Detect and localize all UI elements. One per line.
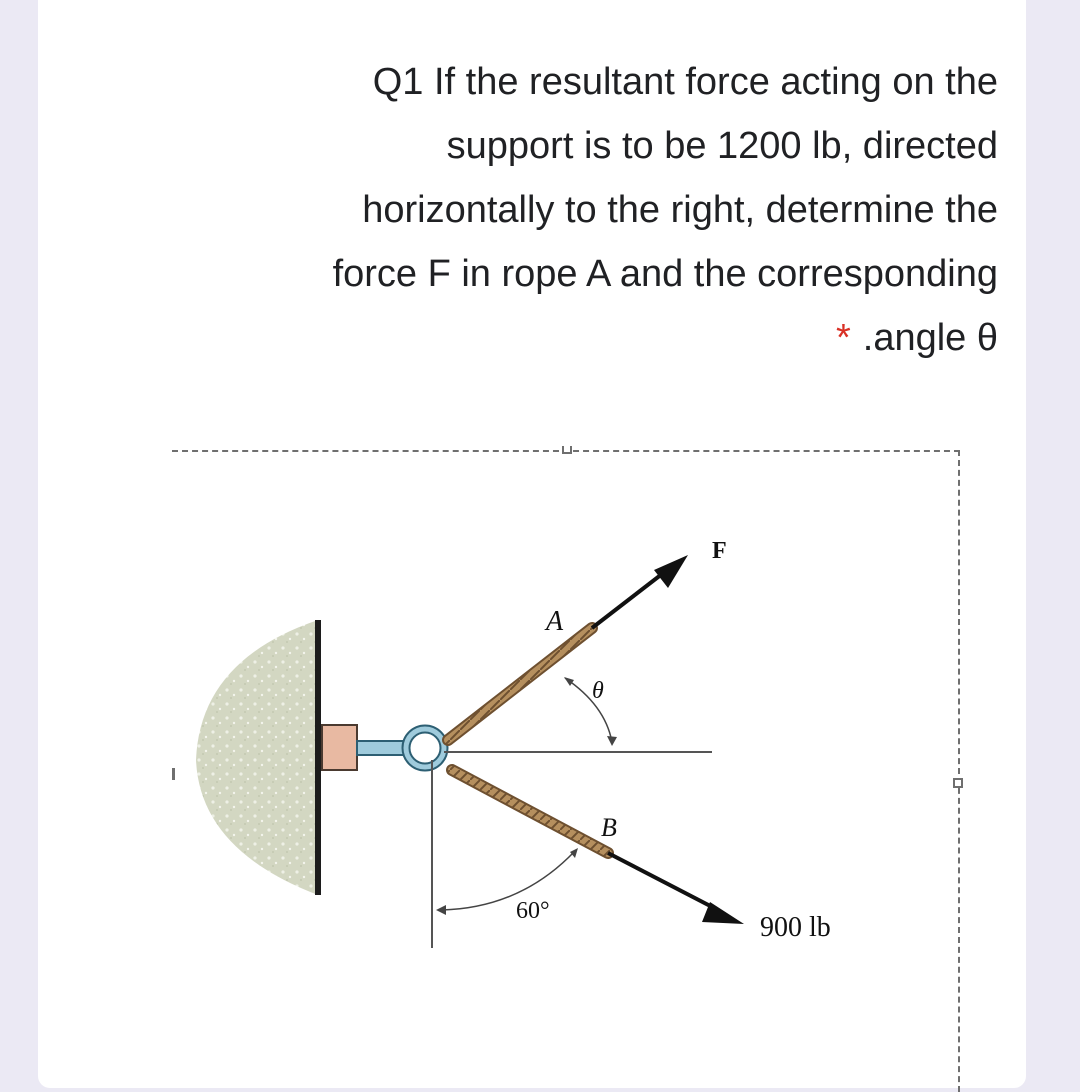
force-900-arrow-shaft xyxy=(608,853,718,910)
question-line-5-text: .angle θ xyxy=(862,317,998,359)
force-f-arrowhead xyxy=(654,555,688,588)
question-line-3: horizontally to the right, determine the xyxy=(362,189,998,231)
rope-b-texture xyxy=(452,770,608,853)
frame-handle-top[interactable] xyxy=(562,446,572,454)
question-line-1: Q1 If the resultant force acting on the xyxy=(372,61,998,103)
label-theta: θ xyxy=(592,678,604,704)
question-line-4: force F in rope A and the corresponding xyxy=(332,253,998,295)
label-a: A xyxy=(546,606,564,637)
label-60: 60° xyxy=(516,898,550,924)
theta-arrow-bottom xyxy=(607,736,617,746)
label-f: F xyxy=(712,538,727,564)
eyebolt-ring-inner xyxy=(406,729,444,767)
sixty-degree-arc xyxy=(442,852,574,910)
wall-shape xyxy=(196,620,318,895)
sixty-arrow-left xyxy=(436,905,446,915)
question-line-2: support is to be 1200 lb, directed xyxy=(446,125,998,167)
frame-handle-left[interactable] xyxy=(172,768,175,780)
force-f-arrow-shaft xyxy=(592,574,662,628)
label-900lb: 900 lb xyxy=(760,912,831,943)
label-b: B xyxy=(601,813,617,842)
required-asterisk: * xyxy=(835,317,851,359)
eyebolt-shank xyxy=(357,741,407,755)
support-bracket xyxy=(322,725,357,770)
sixty-arrow-right xyxy=(570,848,578,858)
frame-handle-right[interactable] xyxy=(953,778,963,788)
theta-arc xyxy=(565,678,612,742)
theta-arrow-top xyxy=(564,677,574,686)
